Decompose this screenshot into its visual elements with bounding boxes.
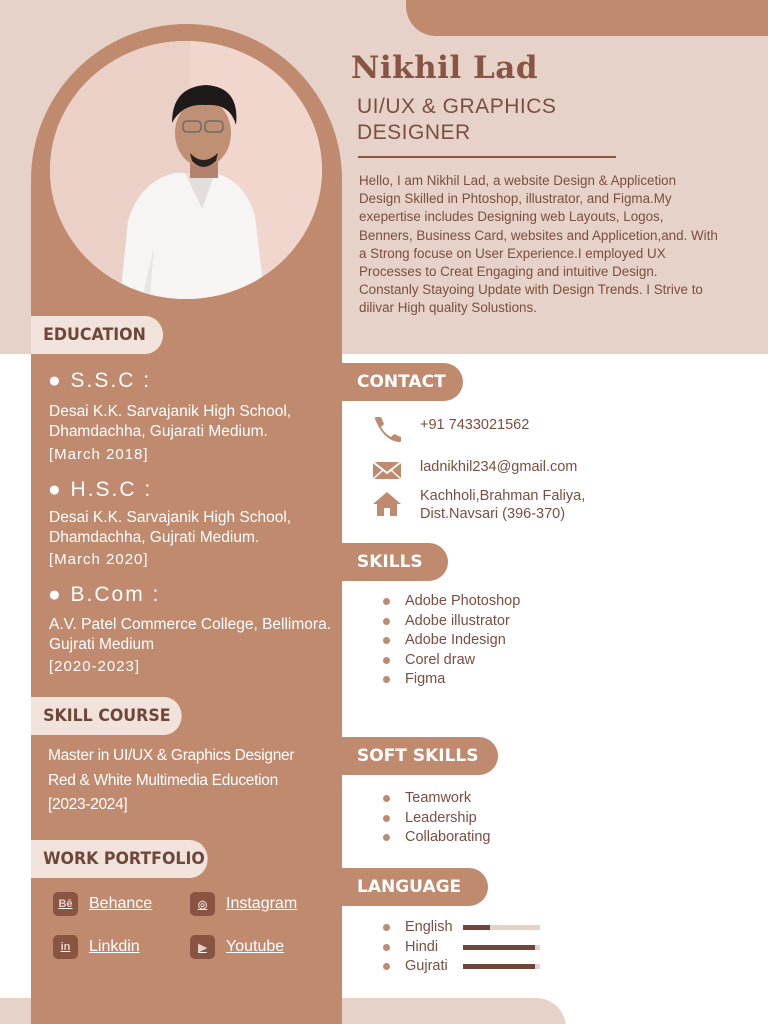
linkedin-link-label: Linkdin bbox=[89, 938, 140, 955]
behance-link-label: Behance bbox=[89, 895, 153, 912]
behance-icon: Bē bbox=[53, 892, 78, 916]
education-heading: EDUCATION bbox=[31, 316, 163, 354]
email-address: ladnikhil234@gmail.com bbox=[420, 459, 578, 475]
language-level-bar bbox=[463, 925, 540, 930]
instagram-icon: ◎ bbox=[190, 892, 215, 916]
soft-skills-list bbox=[383, 789, 490, 848]
language-level-bar bbox=[463, 945, 540, 950]
education-hsc-school: Desai K.K. Sarvajanik High School, Dhamdachha, Gujrati Medium. bbox=[49, 509, 292, 546]
list-item bbox=[383, 938, 540, 958]
education-hsc-date: [March 2020] bbox=[49, 551, 149, 568]
list-item bbox=[383, 631, 520, 651]
bullet-dot bbox=[383, 657, 390, 664]
mail-icon bbox=[372, 458, 402, 484]
profile-photo bbox=[50, 41, 322, 299]
education-ssc-label: S.S.C : bbox=[70, 369, 152, 392]
education-bcom-label: B.Com : bbox=[70, 583, 161, 606]
list-item bbox=[383, 592, 520, 612]
home-icon bbox=[372, 491, 402, 517]
contact-heading: CONTACT bbox=[342, 363, 463, 401]
address-line-2: Dist.Navsari (396-370) bbox=[420, 506, 566, 522]
language-level-bar bbox=[463, 964, 540, 969]
education-hsc-title: ● H.S.C : bbox=[48, 478, 153, 501]
language-heading: LANGUAGE bbox=[342, 868, 488, 906]
language-list bbox=[383, 918, 540, 977]
skill-name: Corel draw bbox=[405, 651, 476, 668]
bullet-dot bbox=[383, 963, 390, 970]
list-item bbox=[383, 670, 520, 690]
phone-icon bbox=[372, 416, 402, 442]
linkedin-icon: in bbox=[53, 935, 78, 959]
list-item bbox=[383, 612, 520, 632]
youtube-icon: ▶ bbox=[190, 935, 215, 959]
list-item bbox=[383, 957, 540, 977]
education-bcom-date: [2020-2023] bbox=[49, 658, 141, 675]
skill-name: Adobe Photoshop bbox=[405, 593, 521, 609]
bullet-dot bbox=[383, 944, 390, 951]
skills-list bbox=[383, 592, 520, 690]
bullet-dot bbox=[383, 924, 390, 931]
skill-course-date: [2023-2024] bbox=[48, 796, 128, 813]
bullet-dot bbox=[383, 598, 390, 605]
skills-heading: SKILLS bbox=[342, 543, 448, 581]
language-name: Hindi bbox=[405, 938, 439, 955]
education-bcom-school: A.V. Patel Commerce College, Bellimora. Gujrati Medium bbox=[49, 616, 331, 653]
job-title: UI/UX & GRAPHICS DESIGNER bbox=[357, 95, 557, 144]
instagram-link[interactable] bbox=[190, 892, 297, 916]
skill-name: Adobe illustrator bbox=[405, 612, 510, 629]
language-level-fill bbox=[463, 925, 490, 930]
soft-skill-name: Leadership bbox=[405, 809, 477, 826]
skill-course-institute: Red & White Multimedia Educetion bbox=[48, 771, 278, 789]
contact-email[interactable] bbox=[372, 458, 577, 484]
skill-name: Figma bbox=[405, 671, 446, 687]
soft-skill-name: Teamwork bbox=[405, 790, 472, 806]
person-name: Nikhil Lad bbox=[351, 50, 539, 86]
list-item bbox=[383, 828, 490, 848]
language-level-fill bbox=[463, 945, 535, 950]
person-illustration bbox=[50, 41, 322, 299]
bullet-dot bbox=[383, 618, 390, 625]
contact-phone[interactable] bbox=[372, 416, 529, 442]
language-level-fill bbox=[463, 964, 535, 969]
instagram-link-label: Instagram bbox=[226, 895, 298, 912]
education-ssc-school: Desai K.K. Sarvajanik High School, Dhamdachha, Gujarati Medium. bbox=[49, 403, 292, 440]
divider bbox=[358, 156, 616, 158]
skill-name: Adobe Indesign bbox=[405, 632, 506, 648]
bullet-dot bbox=[383, 815, 390, 822]
decorative-top-bar bbox=[406, 0, 768, 36]
contact-address bbox=[372, 487, 585, 523]
education-ssc-title: ● S.S.C : bbox=[48, 369, 152, 392]
profile-summary: Hello, I am Nikhil Lad, a website Design & Applicetion Design Skilled in Phtoshop, illustrator, and Figma.My exepertise includes Designing web Layouts, Logos, Benners, Business Card, websites and Applicetion,and. With a Strong focuse on User Experience.I employed UX Processes to Creat Engaging and intuitive Design. Constanly Stayoing Update with Design Trends. I Strive to dilivar High quality Solustions. bbox=[359, 173, 718, 316]
youtube-link-label: Youtube bbox=[226, 938, 285, 955]
bullet-dot bbox=[383, 676, 390, 683]
education-ssc-date: [March 2018] bbox=[49, 446, 149, 463]
bullet-dot bbox=[383, 795, 390, 802]
behance-link[interactable] bbox=[53, 892, 152, 916]
skill-course-heading: SKILL COURSE bbox=[31, 697, 182, 735]
soft-skills-heading: SOFT SKILLS bbox=[342, 737, 498, 775]
skill-course-title: Master in UI/UX & Graphics Designer bbox=[48, 747, 295, 764]
language-name: English bbox=[405, 919, 453, 935]
list-item bbox=[383, 918, 540, 938]
postal-address bbox=[420, 487, 585, 523]
youtube-link[interactable] bbox=[190, 935, 284, 959]
bullet-dot bbox=[383, 637, 390, 644]
skill-course-details bbox=[48, 744, 338, 818]
soft-skill-name: Collaborating bbox=[405, 829, 491, 845]
language-name: Gujrati bbox=[405, 958, 448, 974]
address-line-1: Kachholi,Brahman Faliya, bbox=[420, 488, 586, 504]
linkedin-link[interactable] bbox=[53, 935, 140, 959]
list-item bbox=[383, 651, 520, 671]
education-bcom-title: ● B.Com : bbox=[48, 583, 161, 606]
phone-number: +91 7433021562 bbox=[420, 417, 530, 433]
list-item bbox=[383, 809, 490, 829]
education-hsc-label: H.S.C : bbox=[70, 478, 153, 501]
bullet-dot bbox=[383, 834, 390, 841]
work-portfolio-heading: WORK PORTFOLIO bbox=[31, 840, 208, 878]
list-item bbox=[383, 789, 490, 809]
